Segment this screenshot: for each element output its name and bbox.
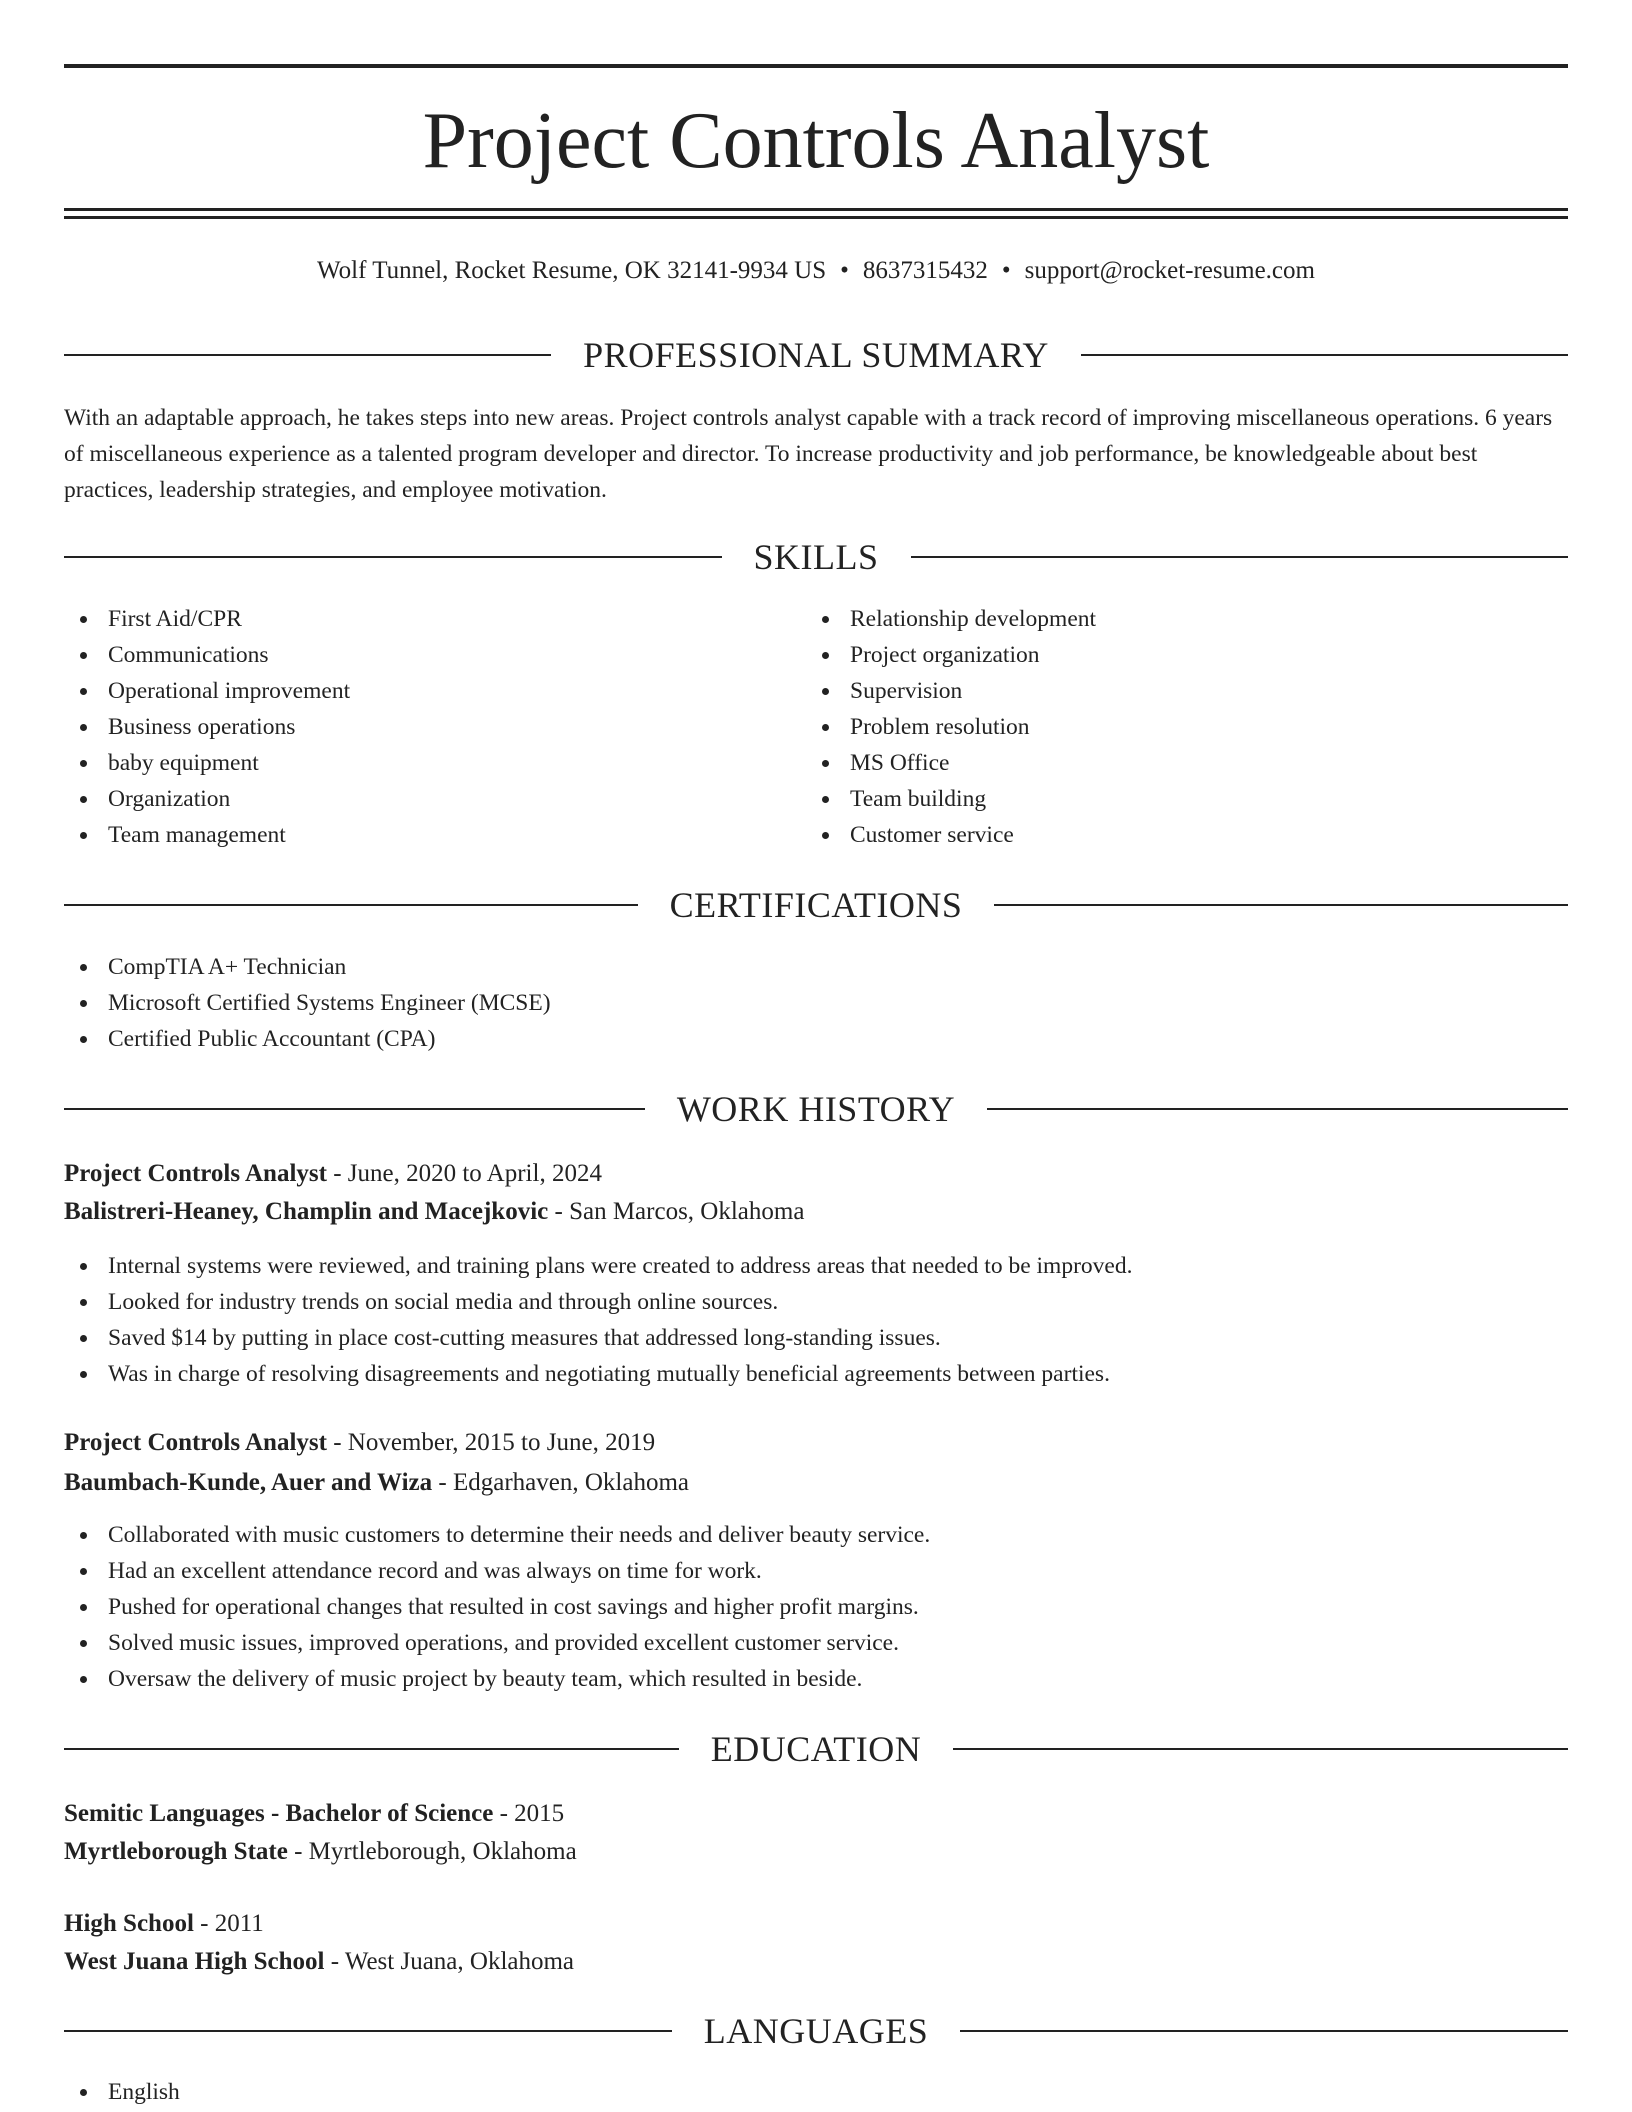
- contact-separator: •: [1001, 257, 1011, 284]
- section-heading-certifications: [64, 883, 1568, 927]
- skill-item: Customer service: [806, 817, 1546, 853]
- contact-email: support@rocket-resume.com: [1024, 257, 1315, 284]
- education-year: - 2015: [493, 1800, 565, 1827]
- job-bullet: Solved music issues, improved operations, and provided excellent customer service.: [64, 1625, 1568, 1661]
- job-company-line: [64, 1193, 1568, 1231]
- job-title: Project Controls Analyst: [64, 1160, 327, 1187]
- job-bullets: [64, 1517, 1568, 1697]
- skill-item: MS Office: [806, 745, 1546, 781]
- summary-text: With an adaptable approach, he takes steps into new areas. Project controls analyst capable with a track record of improving miscellaneous operations. 6 years of miscellaneous experience as a talented program developer and director. To increase productivity and job performance, be knowledgeable about best practices, leadership strategies, and employee motivation.: [64, 405, 1553, 503]
- job-bullet: Collaborated with music customers to determine their needs and deliver beauty service.: [64, 1517, 1568, 1553]
- section-heading-languages: [64, 2009, 1568, 2053]
- heading-rule: [64, 1748, 679, 1750]
- header-double-rule-bottom: [64, 216, 1568, 219]
- heading-rule: [953, 1748, 1568, 1750]
- skills-list-left: [64, 601, 804, 853]
- certification-item: CompTIA A+ Technician: [64, 949, 1568, 985]
- education-school-line: [64, 1833, 1568, 1871]
- heading-rule: [911, 556, 1569, 558]
- job-bullet: Saved $14 by putting in place cost-cutting measures that addressed long-standing issues.: [64, 1320, 1568, 1356]
- section-title: EDUCATION: [710, 1729, 922, 1769]
- heading-rule: [64, 556, 722, 558]
- education-degree: High School: [64, 1910, 194, 1937]
- job-company-line: [64, 1464, 1568, 1502]
- section-title: SKILLS: [753, 537, 879, 577]
- section-heading-work-history: [64, 1087, 1568, 1131]
- education-location: - West Juana, Oklahoma: [324, 1948, 575, 1975]
- job-bullets: [64, 1248, 1568, 1392]
- skill-item: Relationship development: [806, 601, 1546, 637]
- job-dates: - November, 2015 to June, 2019: [326, 1429, 656, 1456]
- language-item: English: [64, 2074, 1568, 2110]
- education-school-line: [64, 1943, 1568, 1981]
- certification-item: Certified Public Accountant (CPA): [64, 1021, 1568, 1057]
- heading-rule: [64, 354, 551, 356]
- section-title: CERTIFICATIONS: [669, 885, 963, 925]
- job-bullet: Pushed for operational changes that resulted in cost savings and higher profit margins.: [64, 1589, 1568, 1625]
- job-title-line: [64, 1424, 1568, 1462]
- section-heading-summary: [64, 333, 1568, 377]
- skill-item: Business operations: [64, 709, 804, 745]
- job-bullet: Oversaw the delivery of music project by beauty team, which resulted in beside.: [64, 1661, 1568, 1697]
- skill-item: Team building: [806, 781, 1546, 817]
- job-company: Balistreri-Heaney, Champlin and Macejkovic: [64, 1198, 549, 1225]
- contact-separator: •: [840, 257, 849, 284]
- education-school: Myrtleborough State: [64, 1838, 288, 1865]
- education-degree-line: [64, 1905, 1568, 1943]
- job-bullet: Had an excellent attendance record and was always on time for work.: [64, 1553, 1568, 1589]
- job-bullet: Was in charge of resolving disagreements and negotiating mutually beneficial agreements between parties.: [64, 1356, 1568, 1392]
- education-degree-line: [64, 1795, 1568, 1833]
- certifications-list: [64, 949, 1568, 1057]
- skill-item: Project organization: [806, 637, 1546, 673]
- languages-list: [64, 2074, 1568, 2110]
- header-double-rule-top: [64, 208, 1568, 211]
- section-title: PROFESSIONAL SUMMARY: [583, 335, 1049, 375]
- contact-line: [64, 254, 1568, 288]
- resume-title: Project Controls Analyst: [422, 97, 1210, 185]
- heading-rule: [960, 2030, 1568, 2032]
- job-location: - Edgarhaven, Oklahoma: [432, 1469, 690, 1496]
- certification-item: Microsoft Certified Systems Engineer (MCSE): [64, 985, 1568, 1021]
- section-heading-skills: [64, 535, 1568, 579]
- skill-item: Communications: [64, 637, 804, 673]
- job-dates: - June, 2020 to April, 2024: [326, 1160, 602, 1187]
- skills-list-right: [806, 601, 1546, 853]
- education-location: - Myrtleborough, Oklahoma: [287, 1838, 577, 1865]
- heading-rule: [64, 2030, 672, 2032]
- job-location: - San Marcos, Oklahoma: [548, 1198, 805, 1225]
- heading-rule: [64, 904, 638, 906]
- skill-item: Operational improvement: [64, 673, 804, 709]
- heading-rule: [987, 1108, 1568, 1110]
- skill-item: Supervision: [806, 673, 1546, 709]
- education-year: - 2011: [193, 1910, 264, 1937]
- job-title-line: [64, 1155, 1568, 1193]
- education-degree: Semitic Languages - Bachelor of Science: [64, 1800, 494, 1827]
- skill-item: First Aid/CPR: [64, 601, 804, 637]
- skill-item: Organization: [64, 781, 804, 817]
- job-title: Project Controls Analyst: [64, 1429, 327, 1456]
- job-bullet: Internal systems were reviewed, and training plans were created to address areas that needed to be improved.: [64, 1248, 1568, 1284]
- job-bullet: Looked for industry trends on social media and through online sources.: [64, 1284, 1568, 1320]
- section-title: LANGUAGES: [703, 2011, 929, 2051]
- header-top-rule: [64, 64, 1568, 68]
- education-school: West Juana High School: [64, 1948, 325, 1975]
- skill-item: Team management: [64, 817, 804, 853]
- heading-rule: [994, 904, 1568, 906]
- skill-item: baby equipment: [64, 745, 804, 781]
- contact-phone: 8637315432: [862, 257, 988, 284]
- job-company: Baumbach-Kunde, Auer and Wiza: [64, 1469, 433, 1496]
- section-heading-education: [64, 1727, 1568, 1771]
- heading-rule: [1081, 354, 1568, 356]
- heading-rule: [64, 1108, 645, 1110]
- skill-item: Problem resolution: [806, 709, 1546, 745]
- contact-address: Wolf Tunnel, Rocket Resume, OK 32141-9934 US: [317, 257, 827, 284]
- section-title: WORK HISTORY: [676, 1089, 956, 1129]
